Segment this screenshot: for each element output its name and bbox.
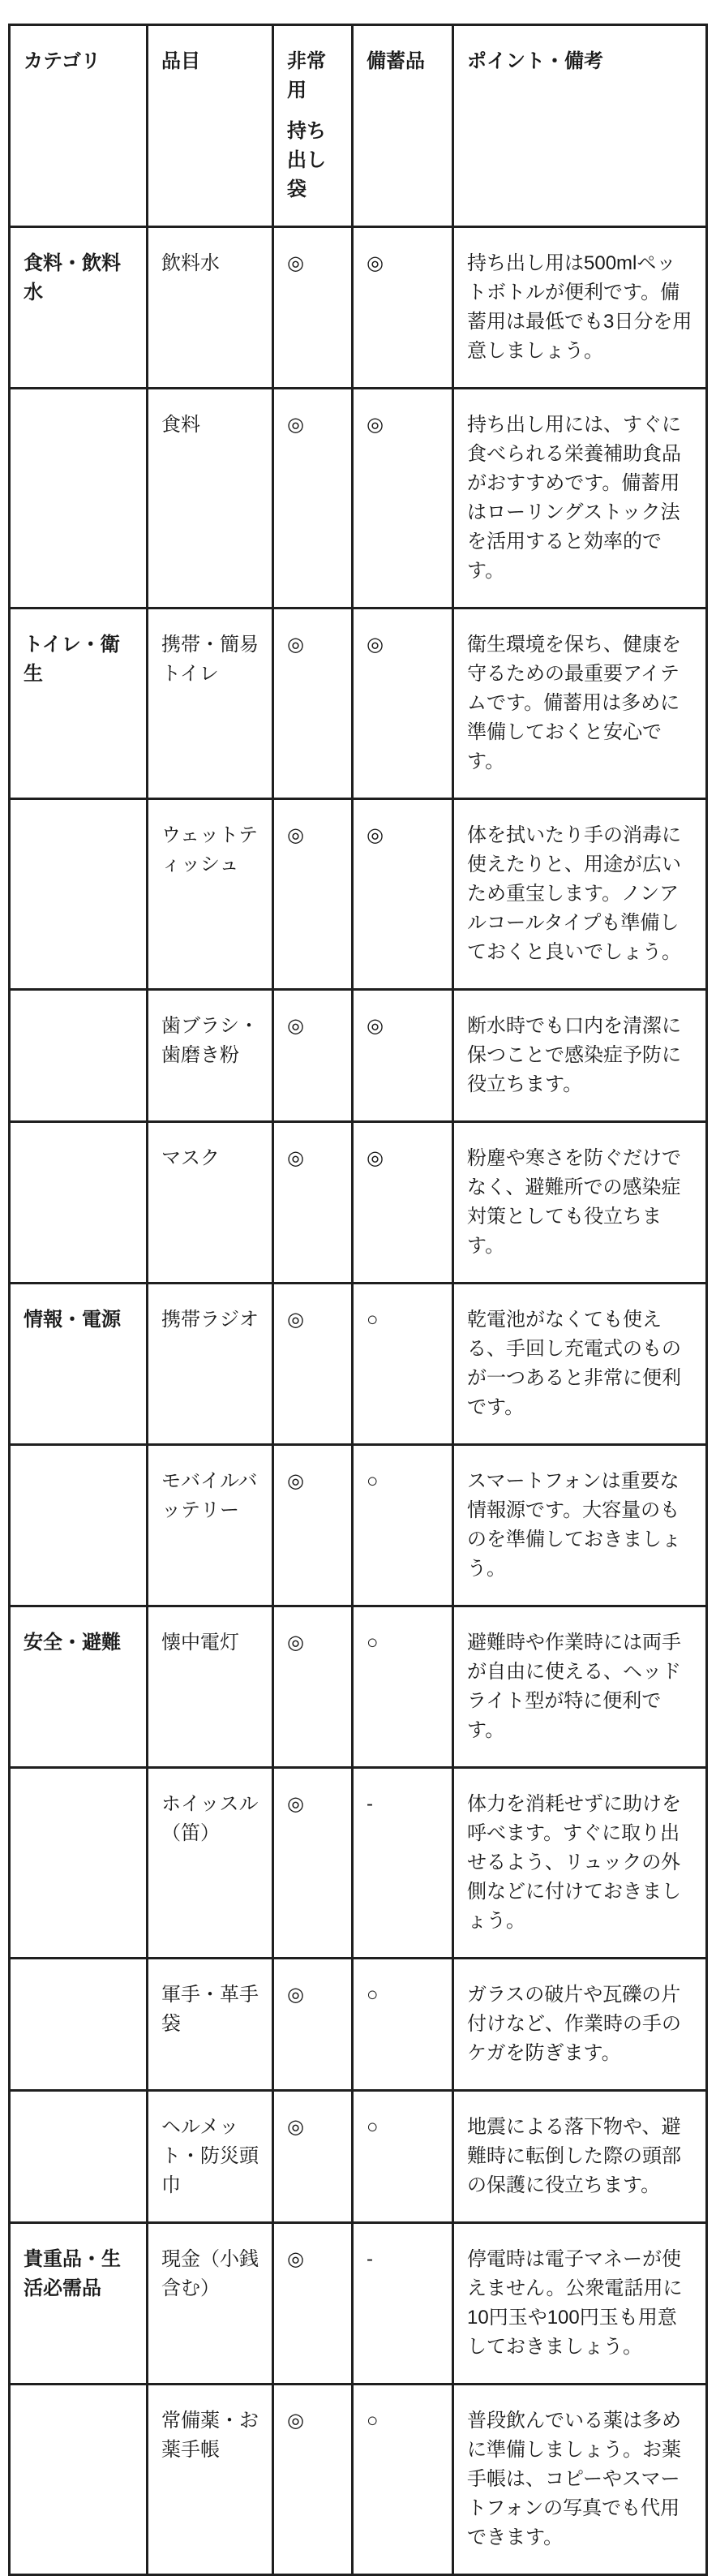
emergency-bag-cell: ◎	[273, 2091, 353, 2223]
category-cell: 安全・避難	[10, 1606, 148, 1768]
header-emergency-bag-line2: 持ち出し袋	[287, 120, 326, 200]
stockpile-cell: ○	[353, 1959, 453, 2091]
table-row	[10, 1959, 707, 2091]
item-cell: 携帯・簡易トイレ	[148, 609, 273, 799]
note-cell: 体を拭いたり手の消毒に使えたりと、用途が広いため重宝します。ノンアルコールタイプも準備しておくと良いでしょう。	[453, 799, 707, 990]
stockpile-cell: ◎	[353, 227, 453, 389]
category-cell	[10, 2091, 148, 2223]
item-cell: 現金（小銭含む）	[148, 2223, 273, 2385]
table-row	[10, 2091, 707, 2223]
item-cell: マスク	[148, 1122, 273, 1284]
table-row	[10, 1284, 707, 1445]
item-cell: 懐中電灯	[148, 1606, 273, 1768]
table-row	[10, 609, 707, 799]
stockpile-cell: ◎	[353, 389, 453, 609]
note-cell: 断水時でも口内を清潔に保つことで感染症予防に役立ちます。	[453, 990, 707, 1122]
item-cell: モバイルバッテリー	[148, 1445, 273, 1606]
category-cell	[10, 1122, 148, 1284]
category-cell	[10, 389, 148, 609]
item-cell: 食料	[148, 389, 273, 609]
note-cell: 普段飲んでいる薬は多めに準備しましょう。お薬手帳は、コピーやスマートフォンの写真でも代用できます。	[453, 2385, 707, 2575]
emergency-bag-cell: ◎	[273, 227, 353, 389]
category-cell	[10, 1959, 148, 2091]
item-cell: ホイッスル（笛）	[148, 1768, 273, 1959]
item-cell: ヘルメット・防災頭巾	[148, 2091, 273, 2223]
category-cell: 貴重品・生活必需品	[10, 2223, 148, 2385]
emergency-bag-cell: ◎	[273, 2385, 353, 2575]
category-cell	[10, 1445, 148, 1606]
emergency-bag-cell: ◎	[273, 1959, 353, 2091]
stockpile-cell: ○	[353, 2385, 453, 2575]
note-cell: 停電時は電子マネーが使えません。公衆電話用に10円玉や100円玉も用意しておきましょう。	[453, 2223, 707, 2385]
stockpile-cell: -	[353, 2223, 453, 2385]
note-cell: ガラスの破片や瓦礫の片付けなど、作業時の手のケガを防ぎます。	[453, 1959, 707, 2091]
header-cell-emergency-bag	[273, 25, 353, 227]
category-cell	[10, 799, 148, 990]
header-emergency-bag-line1: 非常用	[287, 50, 326, 101]
note-cell: 持ち出し用は500mlペットボトルが便利です。備蓄用は最低でも3日分を用意しましょう。	[453, 227, 707, 389]
note-cell: スマートフォンは重要な情報源です。大容量のものを準備しておきましょう。	[453, 1445, 707, 1606]
item-cell: 常備薬・お薬手帳	[148, 2385, 273, 2575]
item-cell: 軍手・革手袋	[148, 1959, 273, 2091]
note-cell: 地震による落下物や、避難時に転倒した際の頭部の保護に役立ちます。	[453, 2091, 707, 2223]
emergency-bag-cell: ◎	[273, 1606, 353, 1768]
emergency-bag-cell: ◎	[273, 1122, 353, 1284]
table-row	[10, 1122, 707, 1284]
emergency-bag-cell: ◎	[273, 2223, 353, 2385]
note-cell: 衛生環境を保ち、健康を守るための最重要アイテムです。備蓄用は多めに準備しておくと安心です。	[453, 609, 707, 799]
stockpile-cell: ○	[353, 1606, 453, 1768]
stockpile-cell: -	[353, 1768, 453, 1959]
header-cell-stockpile: 備蓄品	[353, 25, 453, 227]
category-cell: 情報・電源	[10, 1284, 148, 1445]
table-row	[10, 389, 707, 609]
emergency-bag-cell: ◎	[273, 389, 353, 609]
stockpile-cell: ◎	[353, 609, 453, 799]
item-cell: 飲料水	[148, 227, 273, 389]
stockpile-cell: ◎	[353, 799, 453, 990]
note-cell: 粉塵や寒さを防ぐだけでなく、避難所での感染症対策としても役立ちます。	[453, 1122, 707, 1284]
header-row	[10, 25, 707, 227]
note-cell: 体力を消耗せずに助けを呼べます。すぐに取り出せるよう、リュックの外側などに付けておきましょう。	[453, 1768, 707, 1959]
header-cell-notes: ポイント・備考	[453, 25, 707, 227]
item-cell: 携帯ラジオ	[148, 1284, 273, 1445]
stockpile-cell: ○	[353, 1284, 453, 1445]
table-row	[10, 990, 707, 1122]
table-row	[10, 2223, 707, 2385]
emergency-bag-cell: ◎	[273, 609, 353, 799]
table-row	[10, 227, 707, 389]
emergency-bag-cell: ◎	[273, 990, 353, 1122]
stockpile-cell: ○	[353, 1445, 453, 1606]
emergency-bag-cell: ◎	[273, 1445, 353, 1606]
category-cell: 食料・飲料水	[10, 227, 148, 389]
category-cell	[10, 1768, 148, 1959]
category-cell: トイレ・衛生	[10, 609, 148, 799]
table-row	[10, 2385, 707, 2575]
emergency-bag-cell: ◎	[273, 799, 353, 990]
emergency-bag-cell: ◎	[273, 1284, 353, 1445]
emergency-bag-cell: ◎	[273, 1768, 353, 1959]
page	[0, 24, 716, 2548]
note-cell: 乾電池がなくても使える、手回し充電式のものが一つあると非常に便利です。	[453, 1284, 707, 1445]
table-row	[10, 1768, 707, 1959]
header-cell-item: 品目	[148, 25, 273, 227]
stockpile-cell: ◎	[353, 1122, 453, 1284]
table-row	[10, 1606, 707, 1768]
item-cell: 歯ブラシ・歯磨き粉	[148, 990, 273, 1122]
note-cell: 持ち出し用には、すぐに食べられる栄養補助食品がおすすめです。備蓄用はローリングストック法を活用すると効率的です。	[453, 389, 707, 609]
category-cell	[10, 2385, 148, 2575]
emergency-supplies-table	[8, 24, 708, 2576]
category-cell	[10, 990, 148, 1122]
stockpile-cell: ○	[353, 2091, 453, 2223]
table-row	[10, 1445, 707, 1606]
table-row	[10, 799, 707, 990]
item-cell: ウェットティッシュ	[148, 799, 273, 990]
stockpile-cell: ◎	[353, 990, 453, 1122]
header-cell-category: カテゴリ	[10, 25, 148, 227]
note-cell: 避難時や作業時には両手が自由に使える、ヘッドライト型が特に便利です。	[453, 1606, 707, 1768]
